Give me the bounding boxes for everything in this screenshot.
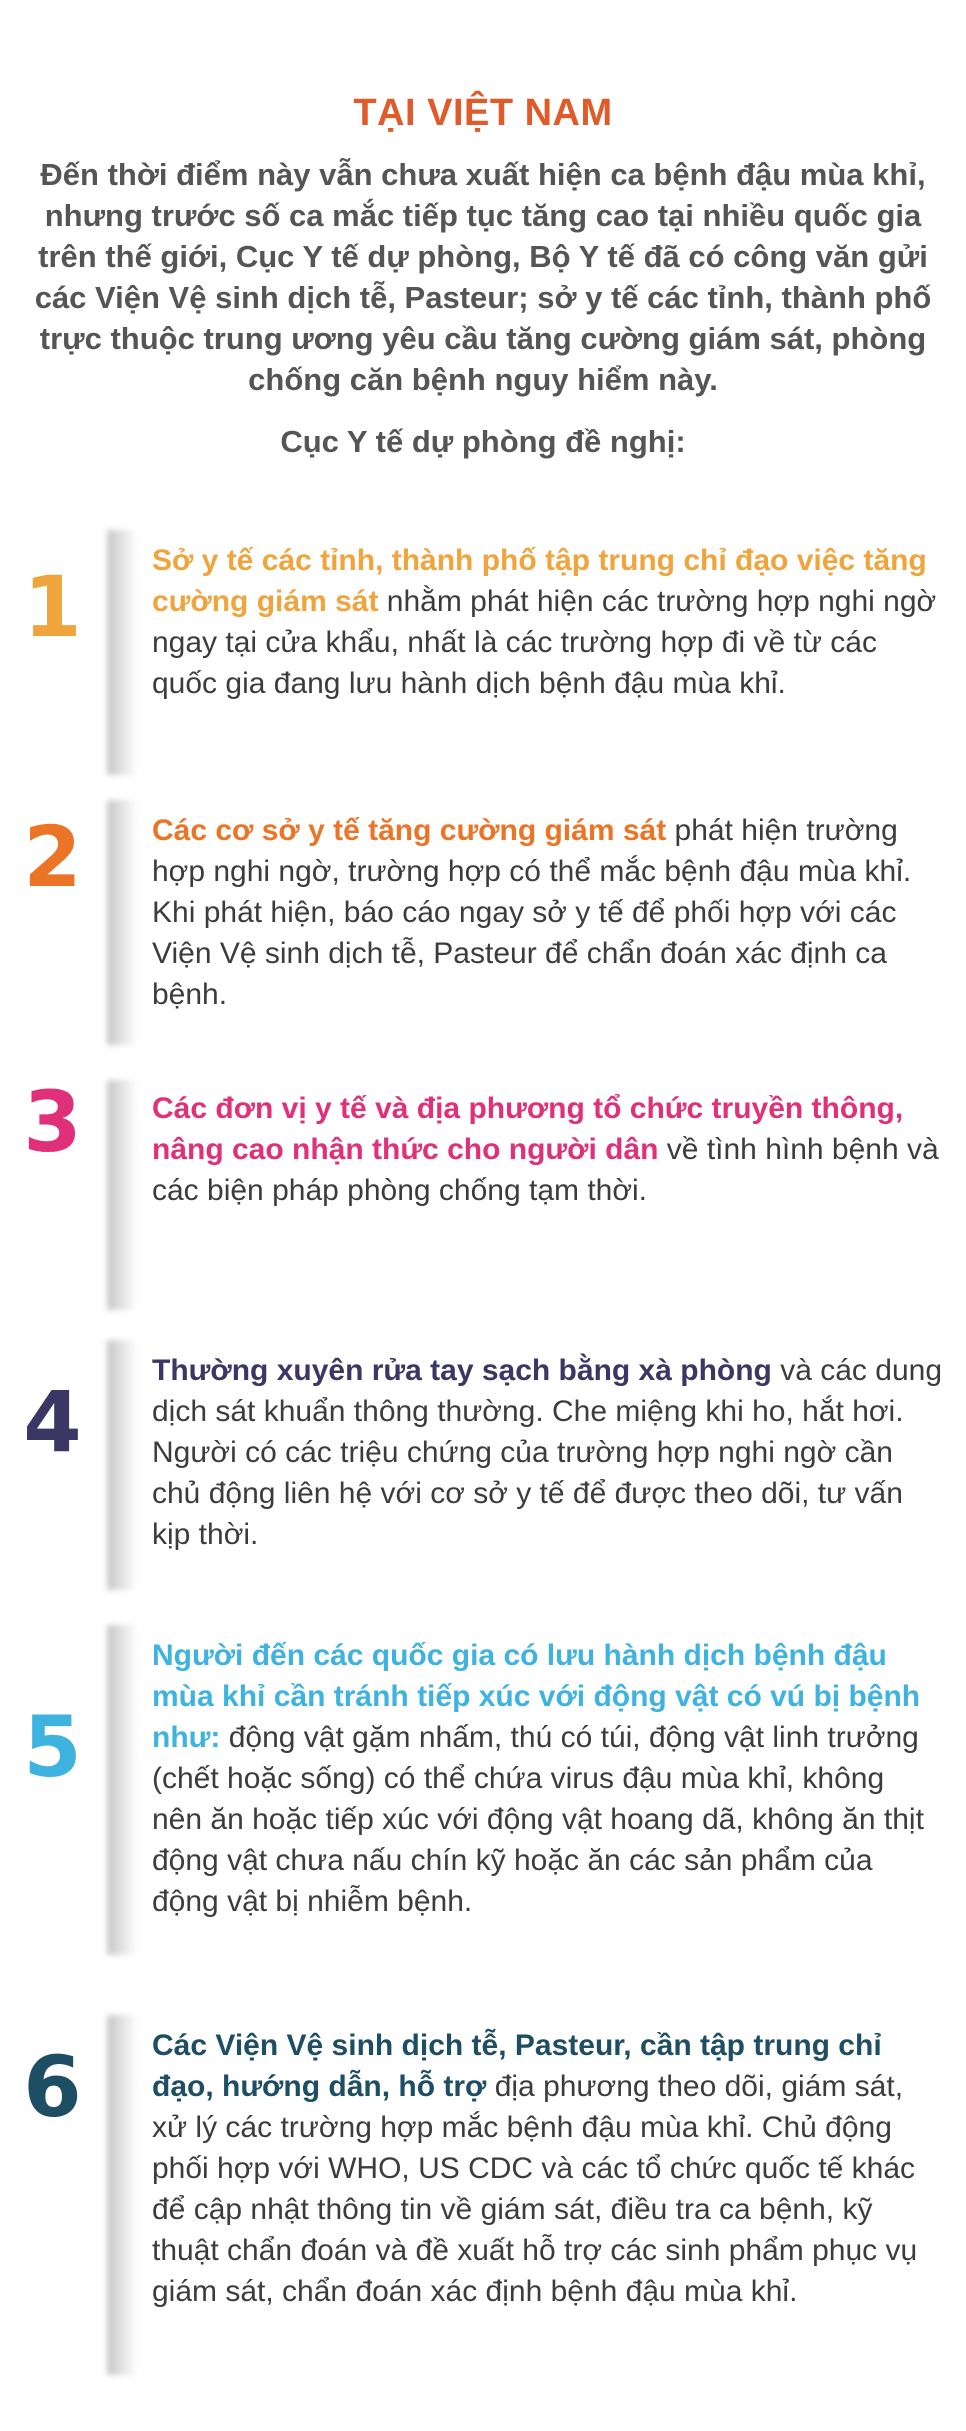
item-text <box>152 2025 942 2312</box>
item-body: phát hiện trường hợp nghi ngờ, trường hợp có thể mắc bệnh đậu mùa khỉ. Khi phát hiện, báo cáo ngay sở y tế để phối hợp với các Viện Vệ sinh dịch tễ, Pasteur để chẩn đoán xác định ca bệnh. <box>152 814 912 1011</box>
item-highlight: Các đơn vị y tế và địa phương tổ chức truyền thông, nâng cao nhận thức cho người dân <box>152 1092 904 1166</box>
item-text <box>152 1350 942 1555</box>
item-number: 5 <box>23 1698 82 1796</box>
recommendations-heading: Cục Y tế dự phòng đề nghị: <box>280 424 686 459</box>
item-text <box>152 540 942 704</box>
item-number: 1 <box>23 558 82 656</box>
item-highlight: Sở y tế các tỉnh, thành phố tập trung chỉ đạo việc tăng cường giám sát <box>152 544 927 618</box>
item-highlight: Thường xuyên rửa tay sạch bằng xà phòng <box>152 1354 772 1387</box>
item-highlight: Các cơ sở y tế tăng cường giám sát <box>152 814 667 847</box>
item-body: động vật gặm nhấm, thú có túi, động vật linh trưởng (chết hoặc sống) có thể chứa virus đậu mùa khỉ, không nên ăn hoặc tiếp xúc với động vật hoang dã, không ăn thịt động vật chưa nấu chín kỹ hoặc ăn các sản phẩm của động vật bị nhiễm bệnh. <box>152 1721 924 1918</box>
item-number: 2 <box>23 808 82 906</box>
divider-shadow <box>107 530 137 775</box>
item-text <box>152 1088 942 1211</box>
item-highlight: Người đến các quốc gia có lưu hành dịch bệnh đậu mùa khỉ cần tránh tiếp xúc với động vật có vú bị bệnh như: <box>152 1639 921 1754</box>
item-number: 3 <box>23 1073 82 1171</box>
item-body: và các dung dịch sát khuẩn thông thường. Che miệng khi ho, hắt hơi. Người có các triệu chứng của trường hợp nghi ngờ cần chủ động liên hệ với cơ sở y tế để được theo dõi, tư vấn kịp thời. <box>152 1354 943 1551</box>
item-highlight: Các Viện Vệ sinh dịch tễ, Pasteur, cần tập trung chỉ đạo, hướng dẫn, hỗ trợ <box>152 2029 882 2103</box>
item-number: 6 <box>23 2038 82 2136</box>
item-text <box>152 810 942 1015</box>
item-text <box>152 1635 942 1922</box>
divider-shadow <box>107 800 137 1045</box>
item-number: 4 <box>23 1373 82 1471</box>
divider-shadow <box>107 2015 137 2375</box>
item-body: về tình hình bệnh và các biện pháp phòng chống tạm thời. <box>152 1133 939 1207</box>
divider-shadow <box>107 1340 137 1590</box>
intro-paragraph: Đến thời điểm này vẫn chưa xuất hiện ca bệnh đậu mùa khỉ, nhưng trước số ca mắc tiếp tục tăng cao tại nhiều quốc gia trên thế giới, Cục Y tế dự phòng, Bộ Y tế đã có công văn gửi các Viện Vệ sinh dịch tễ, Pasteur; sở y tế các tỉnh, thành phố trực thuộc trung ương yêu cầu tăng cường giám sát, phòng chống căn bệnh nguy hiểm này. <box>34 157 932 397</box>
page-title: TẠI VIỆT NAM <box>353 92 613 134</box>
divider-shadow <box>107 1080 137 1310</box>
item-body: nhằm phát hiện các trường hợp nghi ngờ ngay tại cửa khẩu, nhất là các trường hợp đi về từ các quốc gia đang lưu hành dịch bệnh đậu mùa khỉ. <box>152 585 937 700</box>
divider-shadow <box>107 1625 137 1955</box>
item-body: địa phương theo dõi, giám sát, xử lý các trường hợp mắc bệnh đậu mùa khỉ. Chủ động phối hợp với WHO, US CDC và các tổ chức quốc tế khác để cập nhật thông tin về giám sát, điều tra ca bệnh, kỹ thuật chẩn đoán và đề xuất hỗ trợ các sinh phẩm phục vụ giám sát, chẩn đoán xác định bệnh đậu mùa khỉ. <box>152 2070 918 2308</box>
